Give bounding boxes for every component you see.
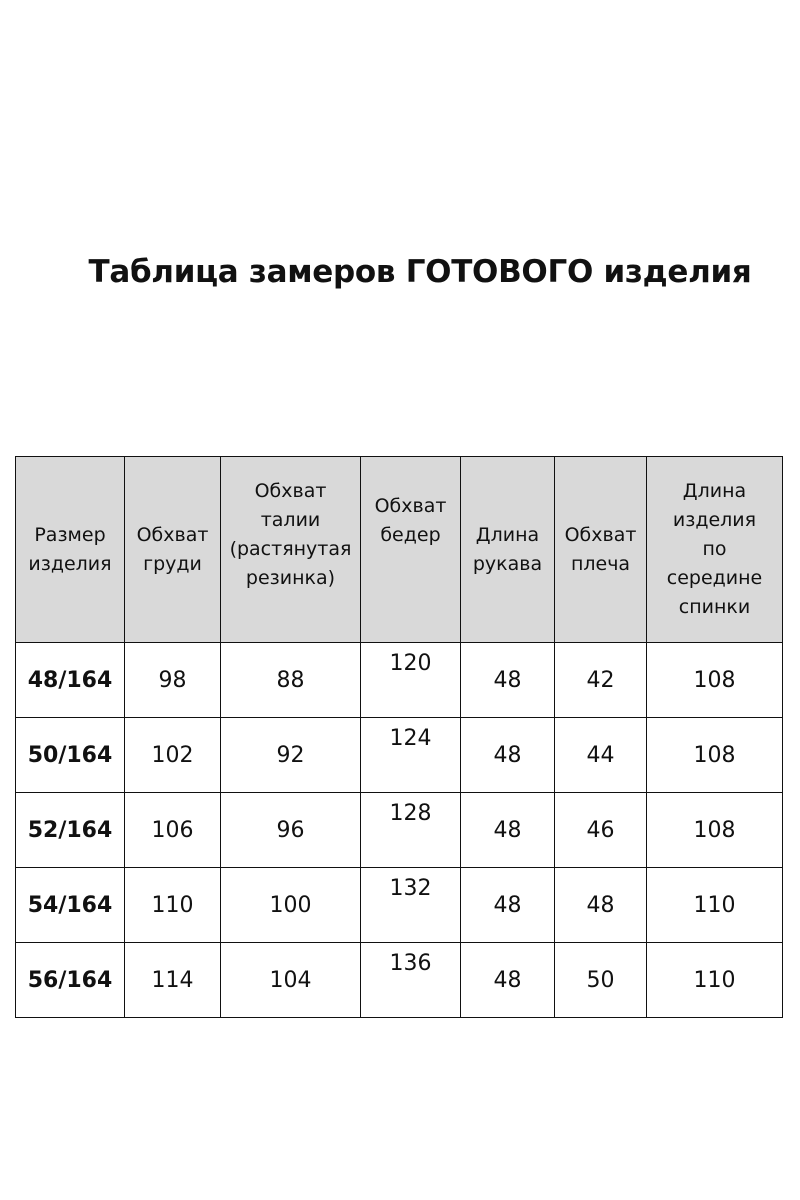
header-cell-sleeve-length	[461, 457, 555, 643]
waist-cell: 96	[221, 793, 361, 868]
table-row	[16, 793, 783, 868]
table-row	[16, 643, 783, 718]
header-line: по	[702, 538, 727, 560]
header-line: плеча	[570, 552, 631, 575]
header-line: Обхват	[254, 480, 327, 502]
header-line: середине	[666, 567, 763, 589]
header-line: спинки	[678, 596, 751, 618]
length-cell: 110	[647, 868, 783, 943]
size-table	[15, 456, 783, 1018]
length-cell: 110	[647, 943, 783, 1018]
table-row	[16, 943, 783, 1018]
header-cell-shoulder	[555, 457, 647, 643]
header-line: Обхват	[374, 495, 447, 517]
size-table-body	[16, 643, 783, 1018]
page-title: Таблица замеров ГОТОВОГО изделия	[88, 254, 752, 290]
header-cell-garment-length	[647, 457, 783, 643]
shoulder-cell: 50	[555, 943, 647, 1018]
size-cell: 52/164	[16, 793, 125, 868]
header-line: Обхват	[564, 523, 637, 546]
header-line: Обхват	[136, 523, 209, 546]
header-cell-hips	[361, 457, 461, 643]
size-cell: 56/164	[16, 943, 125, 1018]
hips-cell: 136	[361, 943, 461, 1018]
chest-cell: 110	[125, 868, 221, 943]
size-table-header	[16, 457, 783, 643]
header-row	[16, 457, 783, 643]
shoulder-cell: 48	[555, 868, 647, 943]
header-line: резинка)	[245, 567, 336, 589]
header-line: рукава	[472, 552, 543, 575]
hips-cell: 132	[361, 868, 461, 943]
length-cell: 108	[647, 643, 783, 718]
header-line: изделия	[672, 509, 757, 531]
waist-cell: 88	[221, 643, 361, 718]
chest-cell: 106	[125, 793, 221, 868]
hips-cell: 120	[361, 643, 461, 718]
header-cell-waist	[221, 457, 361, 643]
sleeve-cell: 48	[461, 943, 555, 1018]
table-row	[16, 718, 783, 793]
header-cell-chest	[125, 457, 221, 643]
shoulder-cell: 46	[555, 793, 647, 868]
sleeve-cell: 48	[461, 718, 555, 793]
header-line: Длина	[475, 523, 540, 546]
sleeve-cell: 48	[461, 643, 555, 718]
header-line: изделия	[28, 552, 112, 575]
length-cell: 108	[647, 718, 783, 793]
size-cell: 50/164	[16, 718, 125, 793]
waist-cell: 100	[221, 868, 361, 943]
header-line: груди	[143, 552, 202, 575]
size-cell: 54/164	[16, 868, 125, 943]
header-line: (растянутая	[229, 538, 352, 560]
header-line: Размер	[34, 523, 106, 546]
size-cell: 48/164	[16, 643, 125, 718]
chest-cell: 98	[125, 643, 221, 718]
header-cell-size	[16, 457, 125, 643]
sleeve-cell: 48	[461, 868, 555, 943]
hips-cell: 128	[361, 793, 461, 868]
length-cell: 108	[647, 793, 783, 868]
hips-cell: 124	[361, 718, 461, 793]
sleeve-cell: 48	[461, 793, 555, 868]
chest-cell: 102	[125, 718, 221, 793]
header-line: бедер	[380, 524, 441, 546]
chest-cell: 114	[125, 943, 221, 1018]
header-line: Длина	[682, 480, 747, 502]
table-row	[16, 868, 783, 943]
waist-cell: 104	[221, 943, 361, 1018]
shoulder-cell: 44	[555, 718, 647, 793]
waist-cell: 92	[221, 718, 361, 793]
shoulder-cell: 42	[555, 643, 647, 718]
header-line: талии	[260, 509, 321, 531]
